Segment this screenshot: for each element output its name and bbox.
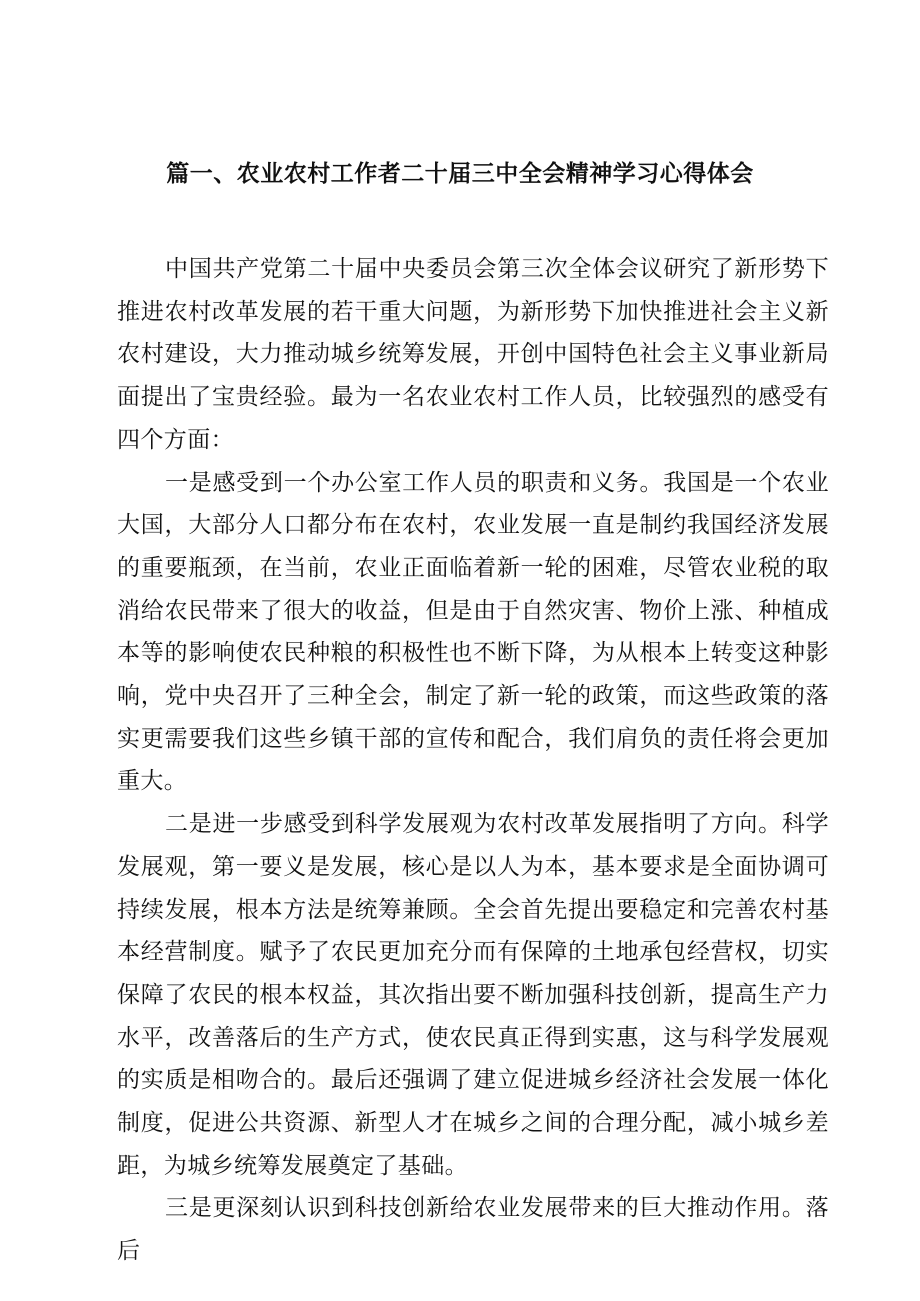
document-body <box>117 248 829 1273</box>
paragraph-point-one: 一是感受到一个办公室工作人员的职责和义务。我国是一个农业大国，大部分人口都分布在农村，农业发展一直是制约我国经济发展的重要瓶颈，在当前，农业正面临着新一轮的困难，尽管农业税的取消给农民带来了很大的收益，但是由于自然灾害、物价上涨、种植成本等的影响使农民种粮的积极性也不断下降，为从根本上转变这种影响，党中央召开了三种全会，制定了新一轮的政策，而这些政策的落实更需要我们这些乡镇干部的宣传和配合，我们肩负的责任将会更加重大。 <box>117 469 829 795</box>
paragraph-point-two: 二是进一步感受到科学发展观为农村改革发展指明了方向。科学发展观，第一要义是发展，核心是以人为本，基本要求是全面协调可持续发展，根本方法是统筹兼顾。全会首先提出要稳定和完善农村基本经营制度。赋予了农民更加充分而有保障的土地承包经营权，切实保障了农民的根本权益，其次指出要不断加强科技创新，提高生产力水平，改善落后的生产方式，使农民真正得到实惠，这与科学发展观的实质是相吻合的。最后还强调了建立促进城乡经济社会发展一体化制度，促进公共资源、新型人才在城乡之间的合理分配，减小城乡差距，为城乡统筹发展奠定了基础。 <box>117 811 829 1179</box>
document-title: 篇一、农业农村工作者二十届三中全会精神学习心得体会 <box>166 160 754 187</box>
paragraph-point-three: 三是更深刻认识到科技创新给农业发展带来的巨大推动作用。落后 <box>117 1195 829 1265</box>
paragraph-intro: 中国共产党第二十届中央委员会第三次全体会议研究了新形势下推进农村改革发展的若干重大问题，为新形势下加快推进社会主义新农村建设，大力推动城乡统筹发展，开创中国特色社会主义事业新局面提出了宝贵经验。最为一名农业农村工作人员，比较强烈的感受有四个方面： <box>117 256 829 453</box>
